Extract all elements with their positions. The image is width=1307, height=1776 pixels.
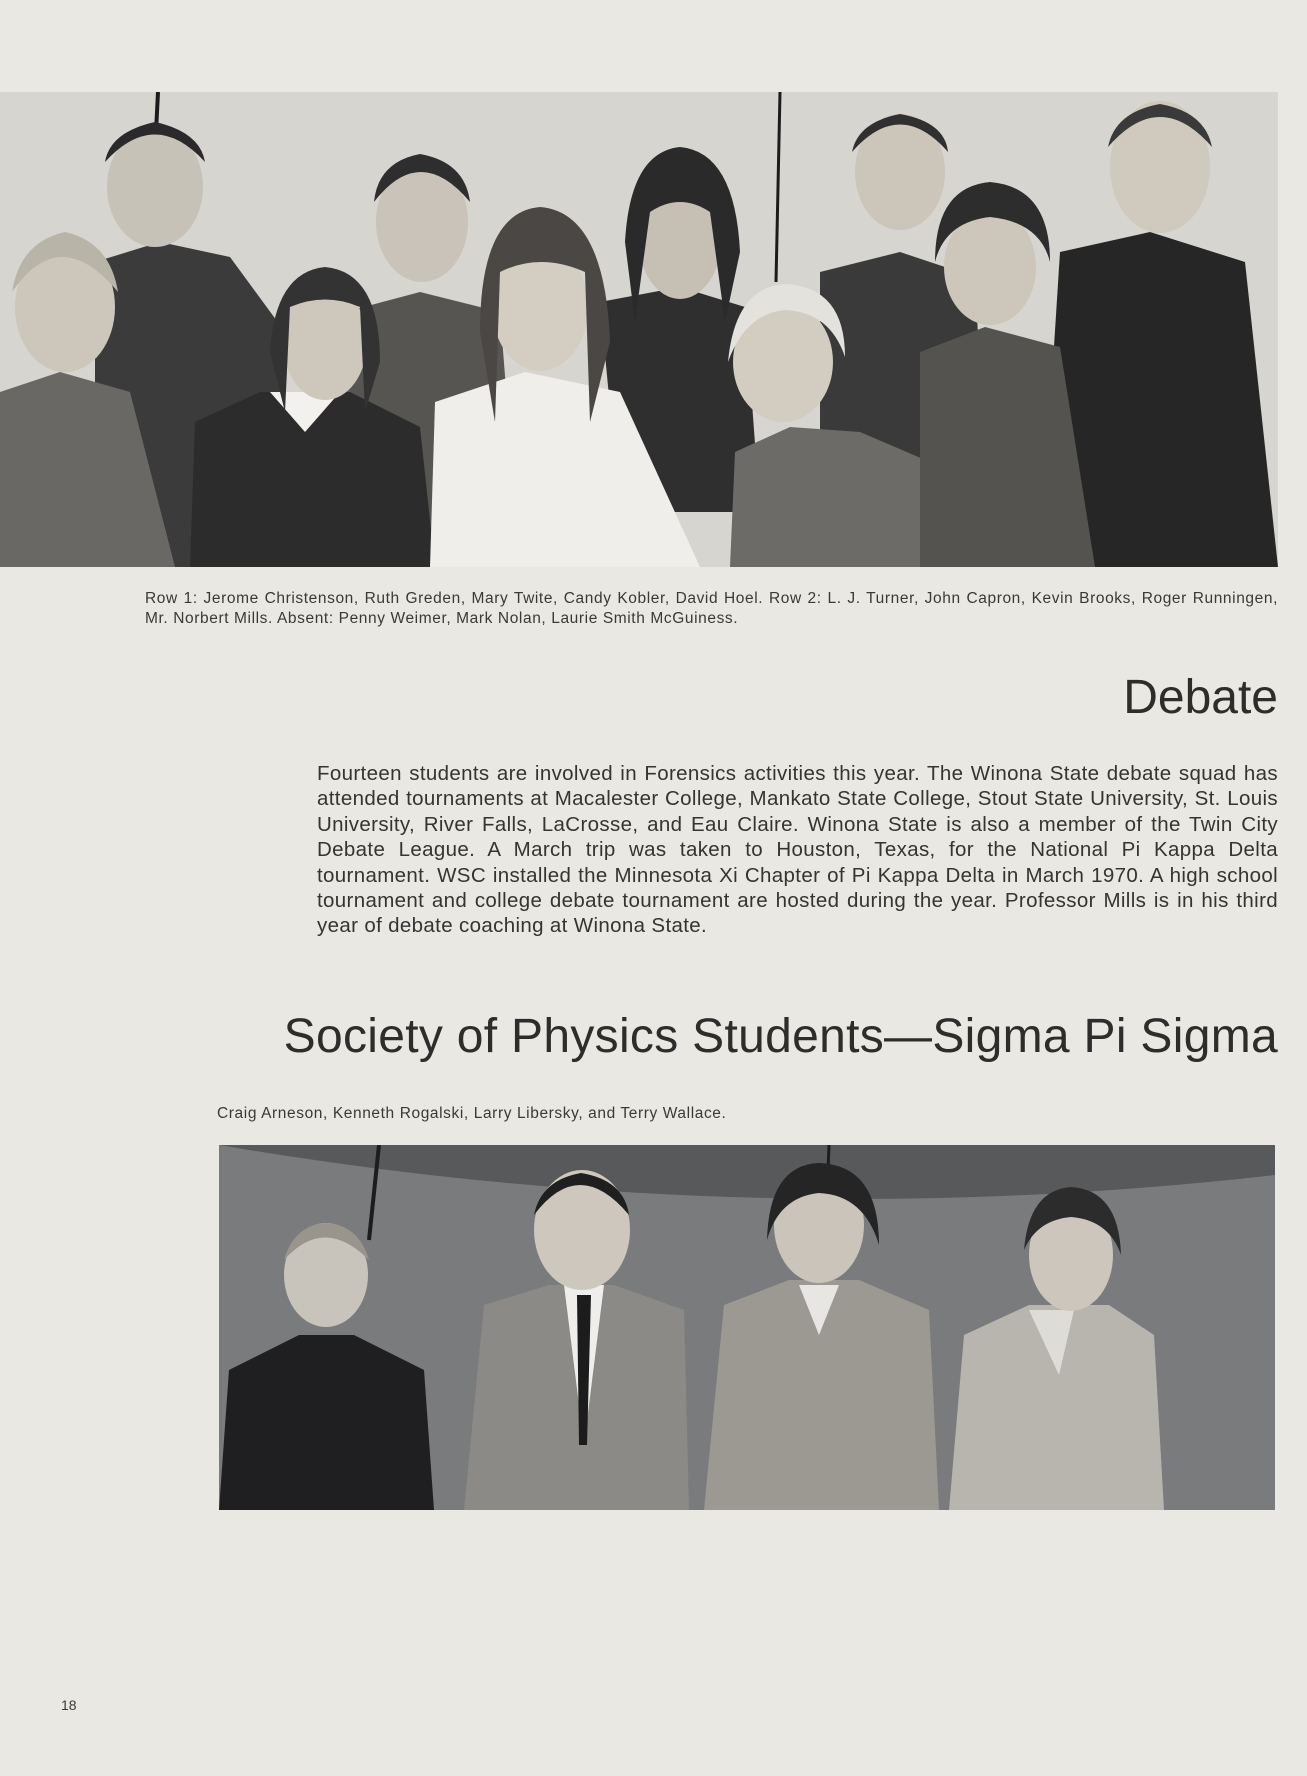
debate-body-text: Fourteen students are involved in Forensics activities this year. The Winona State debate squad has attended tournaments at Macalester College, Mankato State College, Stout State University, St. Louis University, River Falls, LaCrosse, and Eau Claire. Winona State is also a member of the Twin City Debate League. A March trip was taken to Houston, Texas, for the National Pi Kappa Delta tournament. WSC installed the Minnesota Xi Chapter of Pi Kappa Delta in March 1970. A high school tournament and college debate tournament are hosted during the year. Professor Mills is in his third year of debate coaching at Winona State.: [317, 762, 1278, 938]
debate-heading: Debate: [1123, 671, 1278, 724]
page-number: 18: [61, 1697, 77, 1713]
physics-group-photo: [219, 1145, 1275, 1510]
debate-group-photo: [0, 92, 1278, 567]
debate-photo-caption: Row 1: Jerome Christenson, Ruth Greden, Mary Twite, Candy Kobler, David Hoel. Row 2: L. J. Turner, John Capron, Kevin Brooks, Roger Runningen, Mr. Norbert Mills. Absent: Penny Weimer, Mark Nolan, Laurie Smith McGuiness.: [145, 590, 1278, 627]
physics-society-heading: Society of Physics Students—Sigma Pi Sigma: [283, 1010, 1278, 1063]
physics-photo-caption: Craig Arneson, Kenneth Rogalski, Larry Libersky, and Terry Wallace.: [217, 1105, 727, 1122]
